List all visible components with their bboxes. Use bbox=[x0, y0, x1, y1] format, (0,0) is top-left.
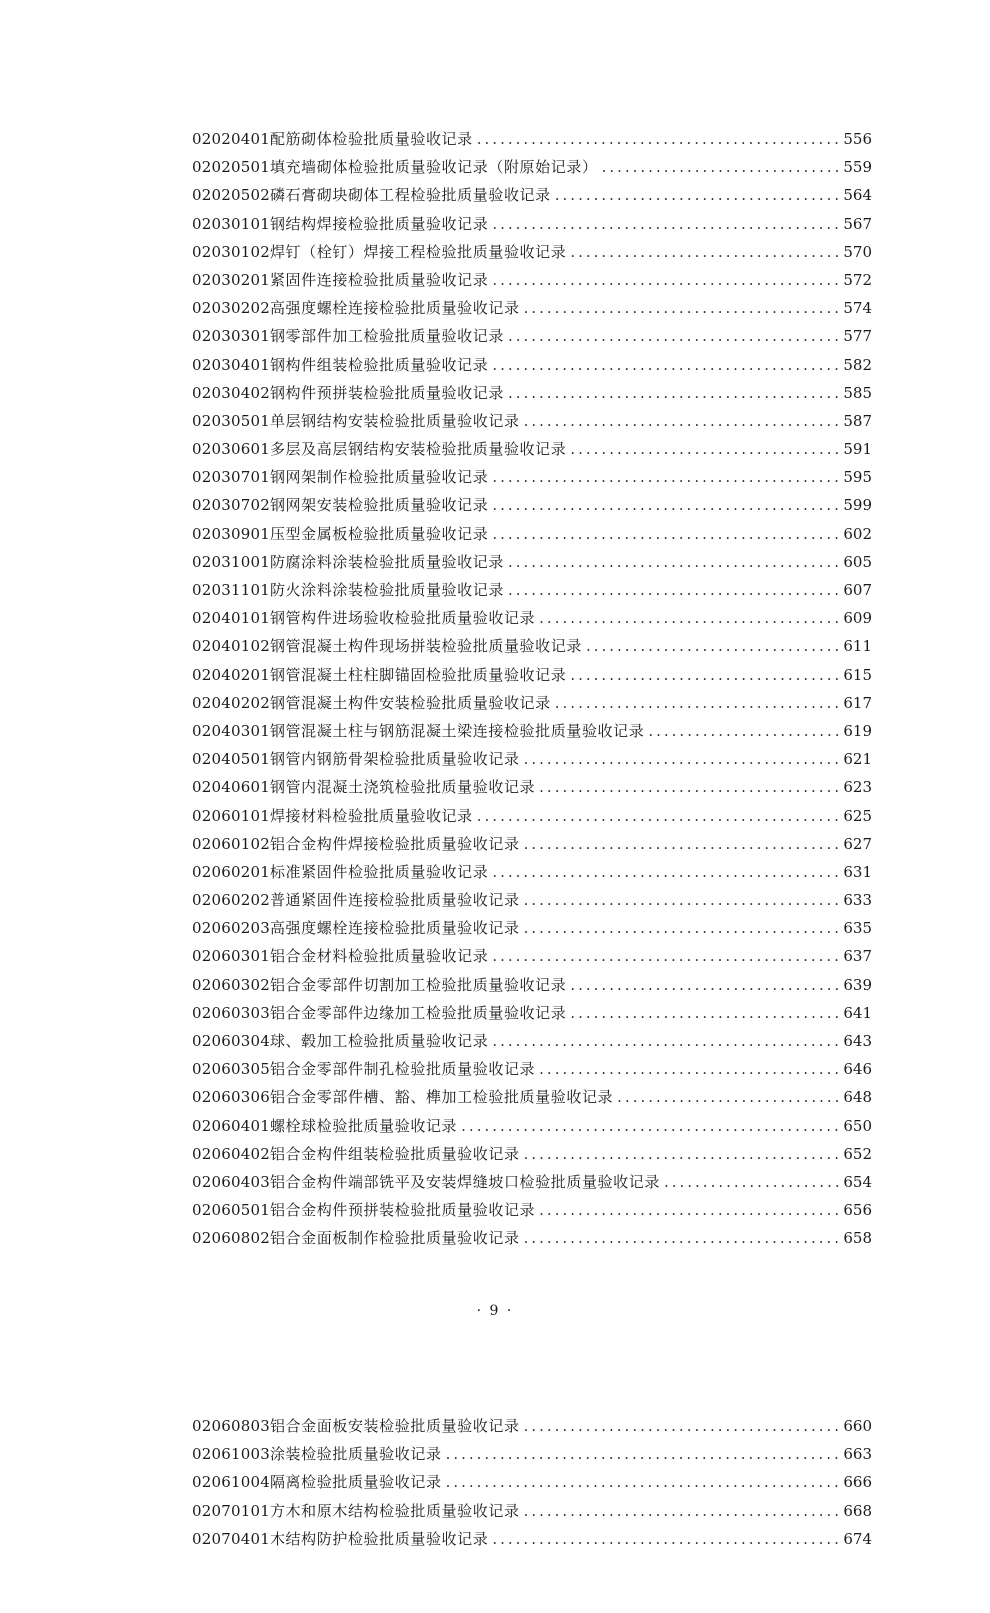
toc-entry[interactable] bbox=[192, 604, 872, 632]
toc-entry-leader-dots bbox=[524, 914, 840, 942]
toc-entry[interactable] bbox=[192, 351, 872, 379]
toc-entry[interactable] bbox=[192, 886, 872, 914]
toc-entry-leader-dots bbox=[570, 999, 839, 1027]
toc-entry-code: 02040101 bbox=[192, 609, 270, 628]
toc-entry-leader-dots bbox=[555, 181, 840, 209]
toc-entry[interactable] bbox=[192, 435, 872, 463]
toc-list-page-9 bbox=[192, 125, 872, 1253]
toc-entry-code: 02060301 bbox=[192, 947, 270, 966]
toc-entry[interactable] bbox=[192, 294, 872, 322]
toc-entry-code: 02060306 bbox=[192, 1088, 270, 1107]
toc-entry-leader-dots bbox=[524, 1497, 840, 1525]
toc-entry[interactable] bbox=[192, 689, 872, 717]
toc-entry-code: 02060802 bbox=[192, 1229, 270, 1248]
toc-entry-title: 防火涂料涂装检验批质量验收记录 bbox=[269, 581, 504, 599]
toc-entry-code: 02030402 bbox=[192, 383, 270, 402]
toc-entry-page: 607 bbox=[843, 581, 872, 599]
toc-entry-page: 652 bbox=[843, 1144, 872, 1163]
toc-entry[interactable] bbox=[192, 632, 872, 660]
toc-entry-leader-dots bbox=[539, 1055, 839, 1083]
toc-entry-code: 02040601 bbox=[192, 778, 270, 797]
toc-entry-title: 防腐涂料涂装检验批质量验收记录 bbox=[269, 552, 504, 571]
toc-entry-code: 02030501 bbox=[192, 411, 270, 430]
toc-entry-title: 铝合金零部件切割加工检验批质量验收记录 bbox=[269, 975, 567, 994]
toc-entry-code: 02070401 bbox=[192, 1529, 270, 1548]
toc-entry-leader-dots bbox=[446, 1440, 840, 1468]
toc-entry-title: 磷石膏砌块砌体工程检验批质量验收记录 bbox=[269, 186, 551, 205]
toc-entry-page: 663 bbox=[843, 1445, 872, 1464]
toc-entry-code: 02030201 bbox=[192, 270, 270, 289]
toc-entry-code: 02060303 bbox=[192, 1003, 270, 1022]
toc-entry-page: 631 bbox=[843, 862, 872, 881]
toc-entry-leader-dots bbox=[492, 266, 839, 294]
toc-entry-title: 螺栓球检验批质量验收记录 bbox=[269, 1116, 458, 1135]
toc-entry-title: 多层及高层钢结构安装检验批质量验收记录 bbox=[269, 440, 567, 459]
toc-entry-title: 压型金属板检验批质量验收记录 bbox=[269, 524, 489, 543]
toc-entry-title: 单层钢结构安装检验批质量验收记录 bbox=[269, 411, 520, 430]
toc-entry-leader-dots bbox=[524, 294, 840, 322]
toc-entry-title: 铝合金构件焊接检验批质量验收记录 bbox=[269, 834, 520, 853]
toc-entry-code: 02060101 bbox=[192, 806, 270, 825]
toc-entry-page: 623 bbox=[843, 778, 872, 797]
toc-entry-page: 666 bbox=[843, 1473, 872, 1492]
toc-entry-page: 635 bbox=[843, 919, 872, 938]
toc-entry-leader-dots bbox=[570, 435, 839, 463]
toc-entry-title: 铝合金零部件边缘加工检验批质量验收记录 bbox=[269, 1003, 567, 1022]
toc-entry-title: 焊接材料检验批质量验收记录 bbox=[269, 806, 473, 825]
toc-entry-title: 高强度螺栓连接检验批质量验收记录 bbox=[269, 919, 520, 938]
toc-entry-title: 铝合金构件端部铣平及安装焊缝坡口检验批质量验收记录 bbox=[269, 1172, 660, 1191]
toc-entry-code: 02030101 bbox=[192, 214, 270, 233]
toc-entry-page: 633 bbox=[843, 891, 872, 910]
toc-entry-code: 02040501 bbox=[192, 750, 270, 769]
toc-entry-leader-dots bbox=[570, 971, 839, 999]
toc-entry[interactable] bbox=[192, 238, 872, 266]
toc-entry-code: 02020502 bbox=[192, 186, 270, 205]
toc-entry-leader-dots bbox=[492, 942, 839, 970]
page-divider bbox=[0, 1350, 990, 1360]
toc-entry-title: 球、毂加工检验批质量验收记录 bbox=[269, 1032, 489, 1050]
toc-entry-title: 钢管构件进场验收检验批质量验收记录 bbox=[269, 609, 536, 628]
toc-entry-page: 556 bbox=[843, 130, 872, 148]
toc-entry-title: 标准紧固件检验批质量验收记录 bbox=[269, 862, 489, 881]
toc-entry-title: 钢管混凝土构件安装检验批质量验收记录 bbox=[269, 693, 551, 712]
toc-entry[interactable] bbox=[192, 802, 872, 830]
toc-entry-code: 02070101 bbox=[192, 1501, 270, 1520]
toc-entry-page: 650 bbox=[843, 1116, 872, 1135]
toc-entry-page: 660 bbox=[843, 1417, 872, 1435]
toc-entry-leader-dots bbox=[539, 773, 839, 801]
toc-entry-title: 高强度螺栓连接检验批质量验收记录 bbox=[269, 299, 520, 318]
toc-entry-title: 方木和原木结构检验批质量验收记录 bbox=[269, 1501, 520, 1520]
toc-entry-page: 617 bbox=[843, 693, 872, 712]
toc-entry-leader-dots bbox=[617, 1083, 839, 1111]
toc-entry-code: 02031001 bbox=[192, 552, 270, 571]
toc-entry-leader-dots bbox=[524, 1224, 840, 1252]
toc-entry-leader-dots bbox=[570, 661, 839, 689]
toc-entry-code: 02030102 bbox=[192, 242, 270, 261]
toc-entry-page: 654 bbox=[843, 1172, 872, 1191]
toc-entry-code: 02060302 bbox=[192, 975, 270, 994]
toc-entry-code: 02030702 bbox=[192, 496, 270, 515]
toc-entry-page: 619 bbox=[843, 721, 872, 740]
toc-entry-code: 02060202 bbox=[192, 891, 270, 910]
toc-entry-leader-dots bbox=[492, 520, 839, 548]
toc-entry-leader-dots bbox=[555, 689, 840, 717]
toc-entry-leader-dots bbox=[524, 407, 840, 435]
toc-entry[interactable] bbox=[192, 1027, 872, 1055]
toc-entry-code: 02061003 bbox=[192, 1445, 270, 1464]
toc-entry-leader-dots bbox=[492, 491, 839, 519]
toc-entry-code: 02060803 bbox=[192, 1417, 270, 1435]
toc-entry[interactable] bbox=[192, 548, 872, 576]
toc-entry-title: 钢管内钢筋骨架检验批质量验收记录 bbox=[269, 750, 520, 769]
toc-entry[interactable] bbox=[192, 1055, 872, 1083]
toc-entry-code: 02061004 bbox=[192, 1473, 270, 1492]
toc-entry[interactable] bbox=[192, 181, 872, 209]
toc-entry-page: 648 bbox=[843, 1088, 872, 1107]
toc-entry-code: 02030701 bbox=[192, 468, 270, 487]
toc-entry-code: 02060305 bbox=[192, 1060, 270, 1079]
toc-entry-leader-dots bbox=[524, 745, 840, 773]
toc-entry-title: 木结构防护检验批质量验收记录 bbox=[269, 1529, 489, 1548]
toc-entry[interactable] bbox=[192, 1497, 872, 1525]
toc-entry-leader-dots bbox=[446, 1468, 840, 1496]
toc-entry-page: 599 bbox=[843, 496, 872, 515]
toc-entry-page: 577 bbox=[843, 327, 872, 346]
toc-entry-code: 02030301 bbox=[192, 327, 270, 346]
page-number: · 9 · bbox=[476, 1303, 514, 1319]
toc-entry-page: 564 bbox=[843, 186, 872, 205]
toc-entry-title: 钢零部件加工检验批质量验收记录 bbox=[269, 327, 504, 346]
toc-entry-leader-dots bbox=[539, 1196, 839, 1224]
toc-entry[interactable] bbox=[192, 125, 872, 153]
toc-entry-code: 02060201 bbox=[192, 862, 270, 881]
toc-entry-page: 656 bbox=[843, 1201, 872, 1220]
toc-entry[interactable] bbox=[192, 266, 872, 294]
toc-entry[interactable] bbox=[192, 1083, 872, 1111]
toc-entry[interactable] bbox=[192, 210, 872, 238]
toc-entry[interactable] bbox=[192, 717, 872, 745]
toc-entry[interactable] bbox=[192, 914, 872, 942]
toc-entry-title: 钢结构焊接检验批质量验收记录 bbox=[269, 214, 489, 233]
toc-entry-title: 钢网架安装检验批质量验收记录 bbox=[269, 496, 489, 515]
toc-entry[interactable] bbox=[192, 407, 872, 435]
toc-entry[interactable] bbox=[192, 463, 872, 491]
toc-entry[interactable] bbox=[192, 322, 872, 350]
toc-entry-page: 572 bbox=[843, 270, 872, 289]
toc-entry-code: 02060304 bbox=[192, 1032, 270, 1050]
toc-entry-leader-dots bbox=[524, 1140, 840, 1168]
toc-entry-leader-dots bbox=[492, 858, 839, 886]
toc-entry[interactable] bbox=[192, 1196, 872, 1224]
toc-entry-code: 02060203 bbox=[192, 919, 270, 938]
toc-entry-page: 602 bbox=[843, 524, 872, 543]
toc-entry-page: 567 bbox=[843, 214, 872, 233]
toc-entry-leader-dots bbox=[492, 1027, 839, 1055]
toc-entry-code: 02030901 bbox=[192, 524, 270, 543]
toc-entry[interactable] bbox=[192, 153, 872, 181]
toc-entry-leader-dots bbox=[492, 1525, 839, 1553]
toc-entry-title: 配筋砌体检验批质量验收记录 bbox=[269, 130, 473, 148]
toc-entry-page: 574 bbox=[843, 299, 872, 318]
toc-entry[interactable] bbox=[192, 576, 872, 604]
toc-entry-leader-dots bbox=[477, 802, 840, 830]
toc-entry-page: 591 bbox=[843, 440, 872, 459]
toc-entry-page: 646 bbox=[843, 1060, 872, 1079]
toc-entry-code: 02060501 bbox=[192, 1201, 270, 1220]
toc-entry[interactable] bbox=[192, 1412, 872, 1440]
toc-entry-leader-dots bbox=[524, 1412, 840, 1440]
toc-entry[interactable] bbox=[192, 661, 872, 689]
toc-entry-title: 普通紧固件连接检验批质量验收记录 bbox=[269, 891, 520, 910]
toc-entry-page: 609 bbox=[843, 609, 872, 628]
toc-entry-code: 02040202 bbox=[192, 693, 270, 712]
toc-entry[interactable] bbox=[192, 830, 872, 858]
toc-entry-page: 595 bbox=[843, 468, 872, 487]
toc-entry[interactable] bbox=[192, 1440, 872, 1468]
toc-entry[interactable] bbox=[192, 1168, 872, 1196]
toc-entry-code: 02030601 bbox=[192, 440, 270, 459]
toc-entry-leader-dots bbox=[508, 548, 839, 576]
toc-entry-leader-dots bbox=[602, 153, 840, 181]
toc-entry-leader-dots bbox=[664, 1168, 839, 1196]
toc-entry-page: 559 bbox=[843, 158, 872, 177]
toc-entry-code: 02040201 bbox=[192, 665, 270, 684]
toc-entry-page: 625 bbox=[843, 806, 872, 825]
toc-entry-title: 铝合金零部件槽、豁、榫加工检验批质量验收记录 bbox=[269, 1088, 614, 1107]
toc-entry-title: 钢管内混凝土浇筑检验批质量验收记录 bbox=[269, 778, 536, 797]
toc-entry-page: 674 bbox=[843, 1529, 872, 1548]
toc-entry-title: 焊钉（栓钉）焊接工程检验批质量验收记录 bbox=[269, 242, 567, 261]
toc-entry-code: 02060401 bbox=[192, 1116, 270, 1135]
toc-entry-title: 铝合金面板安装检验批质量验收记录 bbox=[269, 1417, 520, 1435]
toc-entry-leader-dots bbox=[477, 125, 840, 153]
toc-entry-page: 637 bbox=[843, 947, 872, 966]
toc-entry-title: 紧固件连接检验批质量验收记录 bbox=[269, 270, 489, 289]
toc-entry-code: 02040102 bbox=[192, 637, 270, 656]
toc-entry-leader-dots bbox=[586, 632, 839, 660]
toc-entry-code: 02040301 bbox=[192, 721, 270, 740]
toc-entry-title: 钢网架制作检验批质量验收记录 bbox=[269, 468, 489, 487]
toc-entry-leader-dots bbox=[508, 379, 839, 407]
toc-entry-code: 02030401 bbox=[192, 355, 270, 374]
toc-entry-page: 582 bbox=[843, 355, 872, 374]
toc-entry-title: 钢管混凝土柱柱脚锚固检验批质量验收记录 bbox=[269, 665, 567, 684]
toc-entry-page: 641 bbox=[843, 1003, 872, 1022]
toc-entry-title: 隔离检验批质量验收记录 bbox=[269, 1473, 442, 1492]
toc-entry[interactable] bbox=[192, 999, 872, 1027]
toc-entry-title: 钢管混凝土构件现场拼装检验批质量验收记录 bbox=[269, 637, 582, 656]
toc-entry-page: 639 bbox=[843, 975, 872, 994]
toc-entry[interactable] bbox=[192, 773, 872, 801]
toc-entry-leader-dots bbox=[648, 717, 839, 745]
toc-entry-leader-dots bbox=[461, 1112, 839, 1140]
toc-entry-code: 02020501 bbox=[192, 158, 270, 177]
toc-entry[interactable] bbox=[192, 1112, 872, 1140]
toc-entry-page: 668 bbox=[843, 1501, 872, 1520]
toc-entry-title: 填充墙砌体检验批质量验收记录（附原始记录） bbox=[269, 158, 598, 177]
toc-entry[interactable] bbox=[192, 1224, 872, 1252]
toc-entry[interactable] bbox=[192, 858, 872, 886]
toc-entry-title: 涂装检验批质量验收记录 bbox=[269, 1445, 442, 1464]
toc-entry[interactable] bbox=[192, 379, 872, 407]
toc-entry-title: 铝合金材料检验批质量验收记录 bbox=[269, 947, 489, 966]
toc-entry[interactable] bbox=[192, 942, 872, 970]
toc-entry-code: 02031101 bbox=[192, 581, 270, 599]
toc-entry-title: 铝合金零部件制孔检验批质量验收记录 bbox=[269, 1060, 536, 1079]
toc-entry-leader-dots bbox=[492, 210, 839, 238]
toc-entry-title: 铝合金构件预拼装检验批质量验收记录 bbox=[269, 1201, 536, 1220]
toc-entry-leader-dots bbox=[539, 604, 839, 632]
toc-entry-leader-dots bbox=[508, 322, 839, 350]
toc-entry-page: 585 bbox=[843, 383, 872, 402]
toc-entry-page: 570 bbox=[843, 242, 872, 261]
toc-entry-page: 643 bbox=[843, 1032, 872, 1050]
toc-entry-page: 658 bbox=[843, 1229, 872, 1248]
toc-entry[interactable] bbox=[192, 520, 872, 548]
toc-entry-leader-dots bbox=[524, 886, 840, 914]
toc-entry-title: 钢构件组装检验批质量验收记录 bbox=[269, 355, 489, 374]
toc-entry-page: 615 bbox=[843, 665, 872, 684]
toc-entry-code: 02060402 bbox=[192, 1144, 270, 1163]
toc-entry-page: 611 bbox=[843, 637, 872, 656]
toc-entry[interactable] bbox=[192, 1468, 872, 1496]
toc-entry-code: 02030202 bbox=[192, 299, 270, 318]
toc-entry-leader-dots bbox=[524, 830, 840, 858]
toc-entry-page: 621 bbox=[843, 750, 872, 769]
toc-entry-code: 02060403 bbox=[192, 1172, 270, 1191]
toc-entry[interactable] bbox=[192, 1525, 872, 1553]
toc-entry[interactable] bbox=[192, 1140, 872, 1168]
toc-entry-title: 钢构件预拼装检验批质量验收记录 bbox=[269, 383, 504, 402]
toc-entry[interactable] bbox=[192, 971, 872, 999]
toc-list-page-10 bbox=[192, 1412, 872, 1553]
toc-entry-title: 钢管混凝土柱与钢筋混凝土梁连接检验批质量验收记录 bbox=[269, 721, 645, 740]
toc-entry-leader-dots bbox=[492, 351, 839, 379]
toc-entry-leader-dots bbox=[492, 463, 839, 491]
toc-entry-title: 铝合金构件组装检验批质量验收记录 bbox=[269, 1144, 520, 1163]
toc-entry-page: 605 bbox=[843, 552, 872, 571]
toc-entry[interactable] bbox=[192, 491, 872, 519]
toc-entry-page: 587 bbox=[843, 411, 872, 430]
toc-entry-page: 627 bbox=[843, 834, 872, 853]
toc-entry-leader-dots bbox=[508, 576, 839, 604]
toc-entry-code: 02060102 bbox=[192, 834, 270, 853]
toc-entry-code: 02020401 bbox=[192, 130, 270, 148]
toc-entry-title: 铝合金面板制作检验批质量验收记录 bbox=[269, 1229, 520, 1248]
toc-entry-leader-dots bbox=[570, 238, 839, 266]
toc-entry[interactable] bbox=[192, 745, 872, 773]
